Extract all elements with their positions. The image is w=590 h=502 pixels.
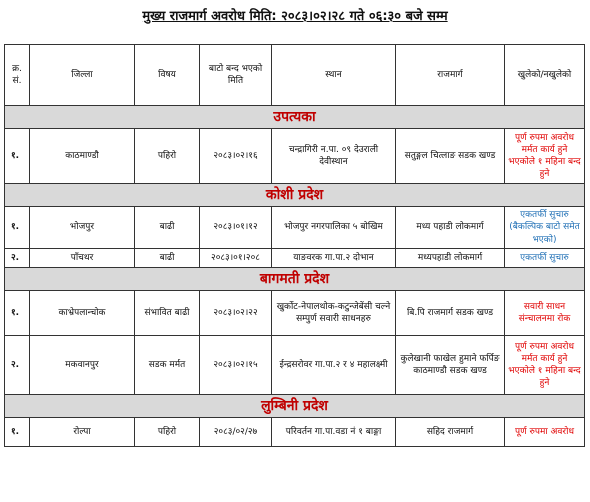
cell-place: भोजपुर नगरपालिका ५ बोखिम <box>272 207 396 249</box>
cell-place: खुर्कोट-नेपालथोक-कटुन्जेबेंसी चल्ने सम्पुर्ण सवारी साधनहरु <box>272 291 396 336</box>
cell-sn: १. <box>5 207 30 249</box>
cell-date: २०८३।०२।२२ <box>200 291 272 336</box>
cell-date: २०८३।०१।१२ <box>200 207 272 249</box>
page-title: मुख्य राजमार्ग अवरोध मिति: २०८३।०२।२८ गते ०६:३० बजे सम्म <box>142 9 448 24</box>
road-obstruction-table <box>4 44 585 447</box>
header-place: स्थान <box>272 45 396 106</box>
cell-district: काठमाण्डौ <box>30 129 135 184</box>
cell-sn: १. <box>5 129 30 184</box>
region-valley: उपत्यका <box>5 106 585 129</box>
cell-district: रोल्पा <box>30 418 135 447</box>
cell-status: पूर्ण रुपमा अवरोध मर्मत कार्य हुने भएकोले १ महिना बन्द हुने <box>505 336 585 395</box>
region-row-lumbini <box>5 395 585 418</box>
region-koshi: कोशी प्रदेश <box>5 184 585 207</box>
cell-sn: १. <box>5 291 30 336</box>
cell-subject: पहिरो <box>135 418 200 447</box>
cell-status: सवारी साधन संन्चालनमा रोक <box>505 291 585 336</box>
cell-date: २०८३/०२/२७ <box>200 418 272 447</box>
cell-date: २०८३।०२।१६ <box>200 129 272 184</box>
cell-place: याङवरक गा.पा.२ दोभान <box>272 249 396 268</box>
cell-subject: सडक मर्मत <box>135 336 200 395</box>
cell-highway: सतुङ्गल चित्लाङ सडक खण्ड <box>396 129 505 184</box>
cell-place: चन्द्रागिरी न.पा. ०९ देउराली देवीस्थान <box>272 129 396 184</box>
cell-status: एकतर्फी सुचारु (बैकल्पिक बाटो समेत भएको) <box>505 207 585 249</box>
region-lumbini: लुम्बिनी प्रदेश <box>5 395 585 418</box>
cell-district: मकवानपुर <box>30 336 135 395</box>
cell-sn: २. <box>5 249 30 268</box>
header-district: जिल्ला <box>30 45 135 106</box>
cell-district: पाँचथर <box>30 249 135 268</box>
table-row <box>5 249 585 268</box>
cell-subject: संभावित बाढी <box>135 291 200 336</box>
header-status: खुलेको/नखुलेको <box>505 45 585 106</box>
cell-place: परिवर्तन गा.पा.वडा नं १ बाङ्गा <box>272 418 396 447</box>
table-row <box>5 418 585 447</box>
cell-status: पूर्ण रुपमा अवरोध मर्मत कार्य हुने भएकोले १ महिना बन्द हुने <box>505 129 585 184</box>
cell-subject: बाढी <box>135 249 200 268</box>
cell-subject: बाढी <box>135 207 200 249</box>
cell-highway: कुलेखानी फाखेल हुमाने फर्पिङ काठमाण्डौ सडक खण्ड <box>396 336 505 395</box>
header-subject: विषय <box>135 45 200 106</box>
region-row-valley <box>5 106 585 129</box>
header-row <box>5 45 585 106</box>
region-bagmati: बागमती प्रदेश <box>5 268 585 291</box>
table-row <box>5 129 585 184</box>
cell-place: ईन्द्रसरोवर गा.पा.२ र ४ महालक्ष्मी <box>272 336 396 395</box>
table-row <box>5 336 585 395</box>
cell-status: एकतर्फी सुचारु <box>505 249 585 268</box>
cell-subject: पहिरो <box>135 129 200 184</box>
cell-date: २०८३।०२।१५ <box>200 336 272 395</box>
cell-sn: २. <box>5 336 30 395</box>
header-highway: राजमार्ग <box>396 45 505 106</box>
cell-highway: मध्य पहाडी लोकमार्ग <box>396 207 505 249</box>
cell-highway: मध्यपहाडी लोकमार्ग <box>396 249 505 268</box>
table-row <box>5 207 585 249</box>
cell-status: पूर्ण रुपमा अवरोध <box>505 418 585 447</box>
header-sn: क्र. सं. <box>5 45 30 106</box>
header-date: बाटो बन्द भएको मिति <box>200 45 272 106</box>
cell-district: भोजपुर <box>30 207 135 249</box>
cell-district: काभ्रेपलान्चोक <box>30 291 135 336</box>
cell-date: २०८३।०१।२०८ <box>200 249 272 268</box>
cell-sn: १. <box>5 418 30 447</box>
table-row <box>5 291 585 336</box>
cell-highway: सहिद राजमार्ग <box>396 418 505 447</box>
cell-highway: बि.पि राजमार्ग सडक खण्ड <box>396 291 505 336</box>
region-row-bagmati <box>5 268 585 291</box>
region-row-koshi <box>5 184 585 207</box>
